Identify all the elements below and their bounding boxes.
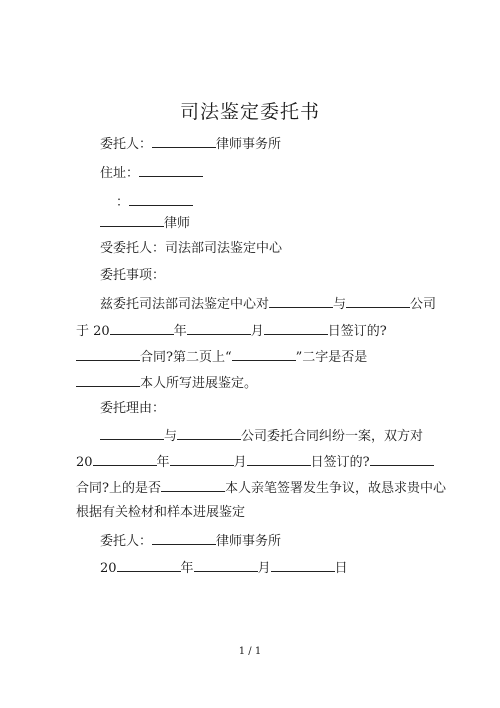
blank-field	[264, 321, 328, 335]
reason-text: 20	[76, 455, 93, 470]
blank-field	[194, 558, 258, 572]
reason-text: 日签订的?	[310, 455, 370, 470]
client-label: 委托人：	[100, 137, 153, 152]
reason-line-3	[76, 478, 446, 498]
matter-text: 于 20	[76, 324, 110, 339]
address-line	[100, 163, 203, 183]
reason-line-2	[76, 452, 434, 472]
matter-line-4	[76, 373, 257, 393]
law-firm-label: 律师事务所	[216, 137, 282, 152]
matter-text: ”二字是否是	[295, 350, 368, 365]
reason-text: 与	[164, 429, 178, 444]
signature-text: 律师事务所	[216, 534, 282, 549]
date-text: 20	[100, 561, 117, 576]
blank-field	[93, 452, 157, 466]
reason-text: 公司委托合同纠纷一案，双方对	[241, 429, 424, 444]
blank-field	[110, 321, 174, 335]
reason-text: 本人亲笔签署发生争议，故恳求贵中心	[224, 481, 446, 496]
matter-text: 日签订的?	[327, 324, 387, 339]
reason-heading: 委托理由：	[100, 401, 166, 416]
matter-line-3	[76, 347, 367, 367]
blank-field	[346, 294, 410, 308]
signature-text: 委托人：	[100, 534, 153, 549]
blank-field	[139, 163, 203, 177]
blank-field	[161, 478, 225, 492]
blank-field	[152, 134, 216, 148]
reason-text: 年	[156, 455, 170, 470]
date-text: 年	[180, 561, 194, 576]
blank-field	[370, 452, 434, 466]
matter-text: 与	[333, 297, 347, 312]
reason-line-1	[100, 426, 423, 446]
date-text: 日	[334, 561, 348, 576]
matter-text: 合同?第二页上“	[140, 350, 232, 365]
blank-field	[152, 531, 216, 545]
lawyer-label: 律师	[164, 216, 191, 231]
document-title: 司法鉴定委托书	[179, 101, 320, 123]
blank-field	[232, 347, 296, 361]
blank-field	[129, 192, 193, 206]
blank-field	[100, 213, 164, 227]
colon-line	[116, 192, 193, 212]
blank-field	[76, 347, 140, 361]
matter-line-2	[76, 321, 387, 341]
page-number: 1 / 1	[238, 646, 262, 657]
address-label: 住址：	[100, 166, 140, 181]
blank-field	[269, 294, 333, 308]
reason-line-4: 根据有关检材和样本进展鉴定	[76, 505, 246, 520]
matter-text: 年	[173, 324, 187, 339]
blank-field	[177, 426, 241, 440]
blank-field	[170, 452, 234, 466]
blank-field	[187, 321, 251, 335]
colon-label: ：	[116, 195, 130, 210]
matter-text: 公司	[410, 297, 437, 312]
matter-text: 兹委托司法部司法鉴定中心对	[100, 297, 270, 312]
matter-text: 月	[250, 324, 264, 339]
blank-field	[76, 373, 140, 387]
blank-field	[271, 558, 335, 572]
signature-client-line	[100, 531, 281, 551]
date-text: 月	[257, 561, 271, 576]
reason-text: 合同?上的是否	[76, 481, 161, 496]
client-line	[100, 134, 281, 154]
blank-field	[100, 426, 164, 440]
reason-text: 月	[233, 455, 247, 470]
lawyer-line	[100, 213, 190, 233]
signature-date-line	[100, 558, 348, 578]
matter-text: 本人所写进展鉴定。	[140, 376, 258, 391]
matter-heading: 委托事项：	[100, 268, 166, 283]
blank-field	[117, 558, 181, 572]
entrusted-party-line: 受委托人：司法部司法鉴定中心	[100, 241, 283, 256]
blank-field	[247, 452, 311, 466]
matter-line-1	[100, 294, 436, 314]
